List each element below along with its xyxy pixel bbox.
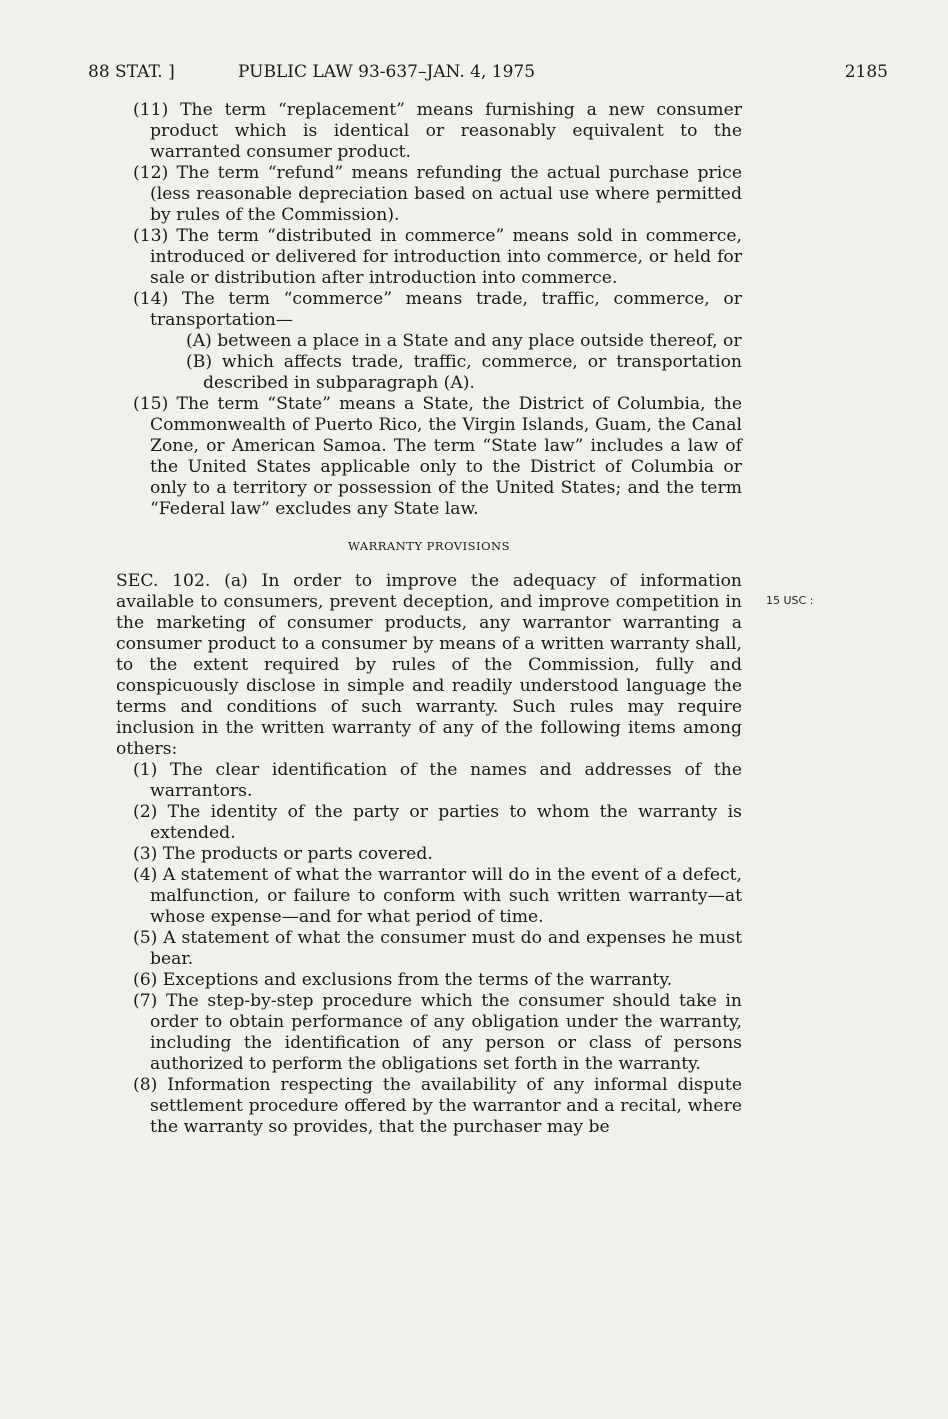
paragraph-13: (13) The term “distributed in commerce” means sold in commerce, introduced or delivered for introduction into commerce, or held for sale or distribution after introduction into commerce.: [133, 226, 742, 288]
item-1: (1) The clear identification of the names and addresses of the warrantors.: [133, 760, 742, 801]
document-body: [116, 100, 742, 1138]
paragraph-12: (12) The term “refund” means refunding the actual purchase price (less reasonable depreciation based on actual use where permitted by rules of the Commission).: [133, 163, 742, 225]
paragraph-15: (15) The term “State” means a State, the District of Columbia, the Commonwealth of Puerto Rico, the Virgin Islands, Guam, the Canal Zone, or American Samoa. The term “State law” includes a law of the United States applicable only to the District of Columbia or only to a territory or possession of the United States; and the term “Federal law” excludes any State law.: [133, 394, 742, 519]
statute-reference: 88 STAT. ]: [88, 62, 175, 82]
item-7: (7) The step-by-step procedure which the consumer should take in order to obtain performance of any obligation under the warranty, including the identification of any person or class of persons authorized to perform the obligations set forth in the warranty.: [133, 991, 742, 1074]
subparagraph-b: (B) which affects trade, traffic, commerce, or transportation described in subparagraph (A).: [186, 352, 742, 393]
margin-citation: 15 USC :: [766, 594, 814, 607]
public-law-title: PUBLIC LAW 93-637–JAN. 4, 1975: [238, 62, 536, 82]
subparagraph-a: (A) between a place in a State and any place outside thereof, or: [186, 331, 742, 351]
paragraph-14: (14) The term “commerce” means trade, traffic, commerce, or transportation—: [133, 289, 742, 330]
item-6: (6) Exceptions and exclusions from the terms of the warranty.: [133, 970, 673, 990]
item-8: (8) Information respecting the availability of any informal dispute settlement procedure offered by the warrantor and a recital, where the warranty so provides, that the purchaser may be: [133, 1075, 742, 1137]
item-5: (5) A statement of what the consumer must do and expenses he must bear.: [133, 928, 742, 969]
section-heading: WARRANTY PROVISIONS: [348, 539, 510, 553]
section-102-a: SEC. 102. (a) In order to improve the adequacy of information available to consumers, prevent deception, and improve competition in the marketing of consumer products, any warrantor warranting a consumer product to a consumer by means of a written warranty shall, to the extent required by rules of the Commission, fully and conspicuously disclose in simple and readily understood language the terms and conditions of such warranty. Such rules may require inclusion in the written warranty of any of the following items among others:: [116, 571, 742, 759]
item-2: (2) The identity of the party or parties to whom the warranty is extended.: [133, 802, 742, 843]
page-number: 2185: [844, 62, 888, 82]
item-4: (4) A statement of what the warrantor will do in the event of a defect, malfunction, or failure to conform with such written warranty—at whose expense—and for what period of time.: [133, 865, 742, 927]
page-header: [88, 58, 888, 86]
paragraph-11: (11) The term “replacement” means furnishing a new consumer product which is identical or reasonably equivalent to the warranted consumer product.: [133, 100, 742, 162]
item-3: (3) The products or parts covered.: [133, 844, 433, 864]
